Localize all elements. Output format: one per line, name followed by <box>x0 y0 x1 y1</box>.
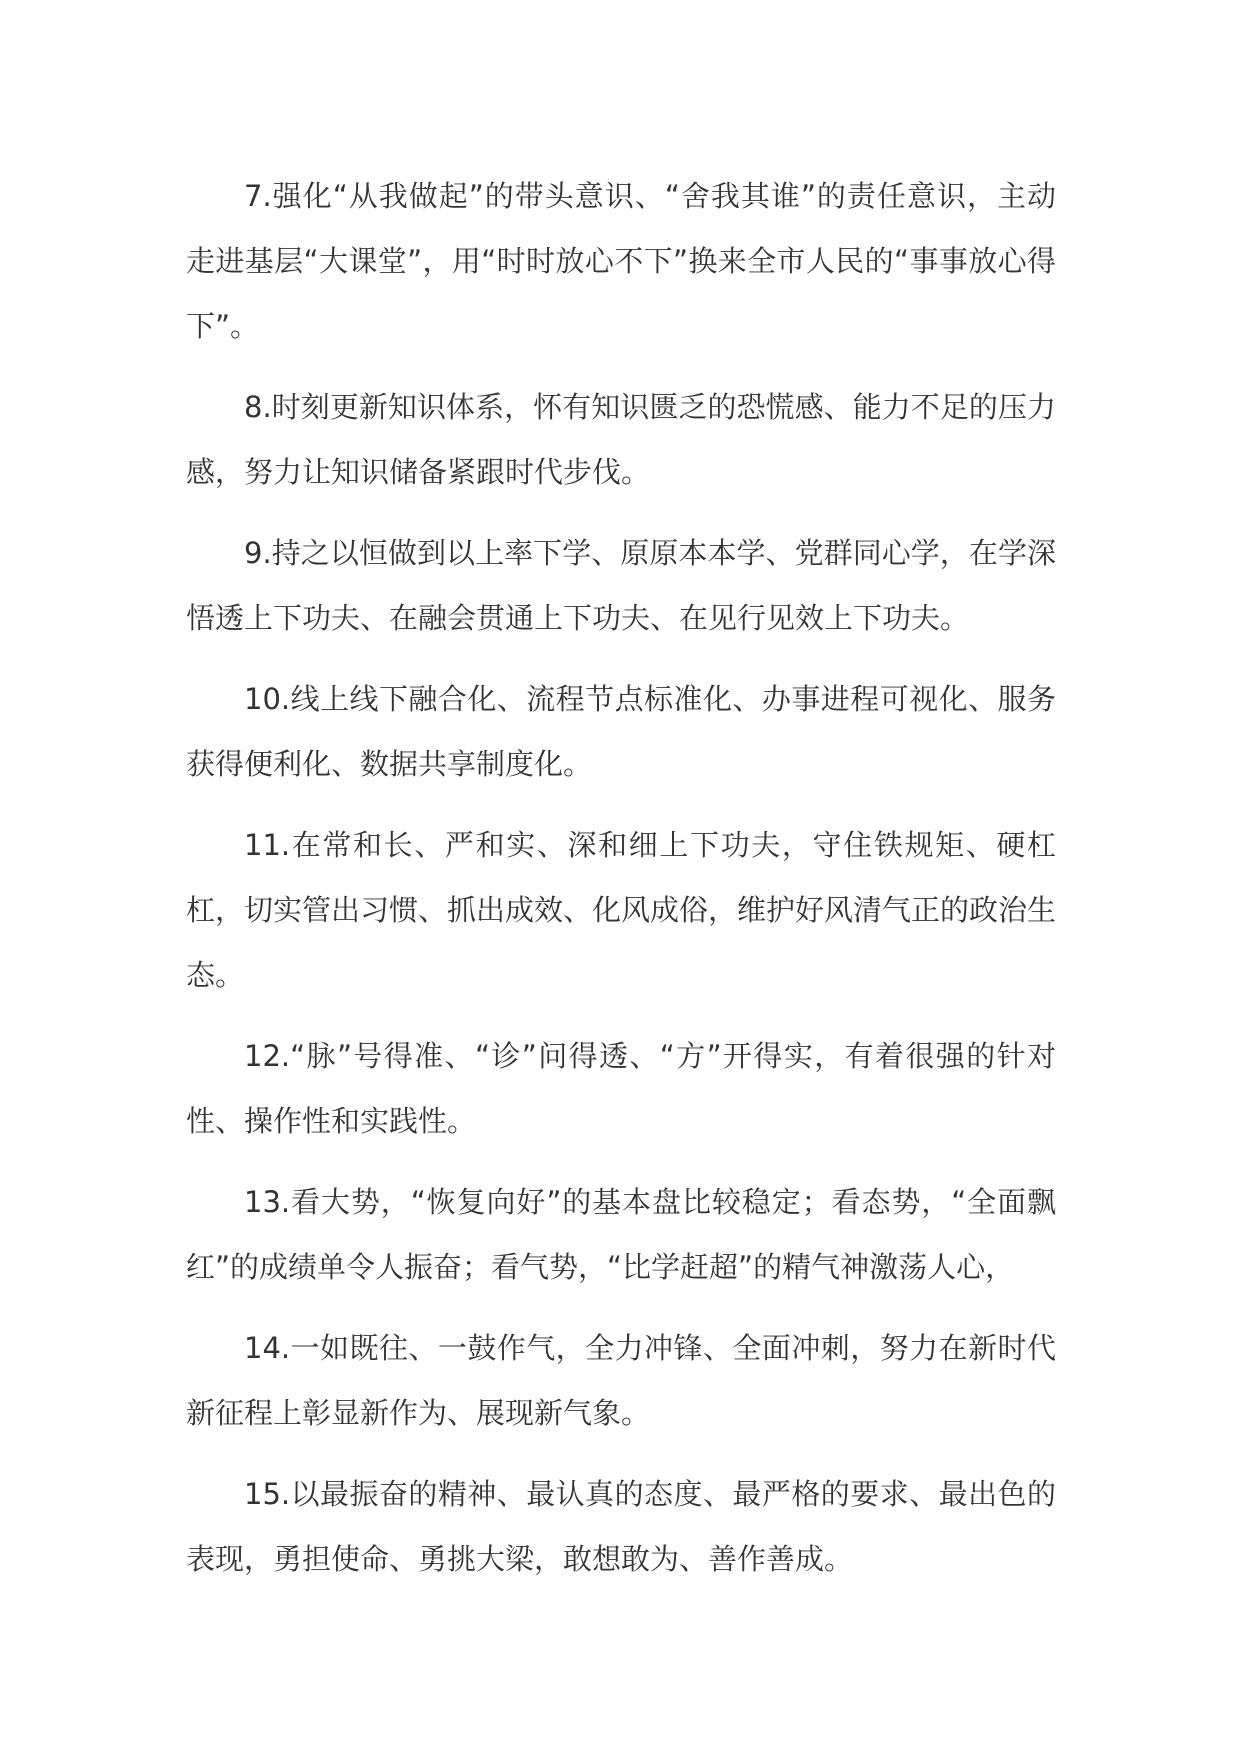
document-body <box>186 164 1056 1608</box>
paragraph-12: 12.“脉”号得准、“诊”问得透、“方”开得实，有着很强的针对性、操作性和实践性。 <box>186 1039 1056 1138</box>
paragraph-11: 11.在常和长、严和实、深和细上下功夫，守住铁规矩、硬杠杠，切实管出习惯、抓出成效、化风成俗，维护好风清气正的政治生态。 <box>186 828 1057 992</box>
paragraph-13: 13.看大势，“恢复向好”的基本盘比较稳定；看态势，“全面飘红”的成绩单令人振奋；看气势，“比学赶超”的精气神激荡人心， <box>186 1185 1056 1284</box>
paragraph-7: 7.强化“从我做起”的带头意识、“舍我其谁”的责任意识，主动走进基层“大课堂”，用“时时放心不下”换来全市人民的“事事放心得下”。 <box>186 179 1056 343</box>
paragraph-10: 10.线上线下融合化、流程节点标准化、办事进程可视化、服务获得便利化、数据共享制度化。 <box>186 682 1056 781</box>
paragraph-9: 9.持之以恒做到以上率下学、原原本本学、党群同心学，在学深悟透上下功夫、在融会贯通上下功夫、在见行见效上下功夫。 <box>186 536 1056 635</box>
paragraph-14: 14.一如既往、一鼓作气，全力冲锋、全面冲刺，努力在新时代新征程上彰显新作为、展现新气象。 <box>186 1331 1056 1430</box>
paragraph-8: 8.时刻更新知识体系，怀有知识匮乏的恐慌感、能力不足的压力感，努力让知识储备紧跟时代步伐。 <box>186 390 1056 489</box>
paragraph-15: 15.以最振奋的精神、最认真的态度、最严格的要求、最出色的表现，勇担使命、勇挑大梁，敢想敢为、善作善成。 <box>186 1477 1056 1576</box>
